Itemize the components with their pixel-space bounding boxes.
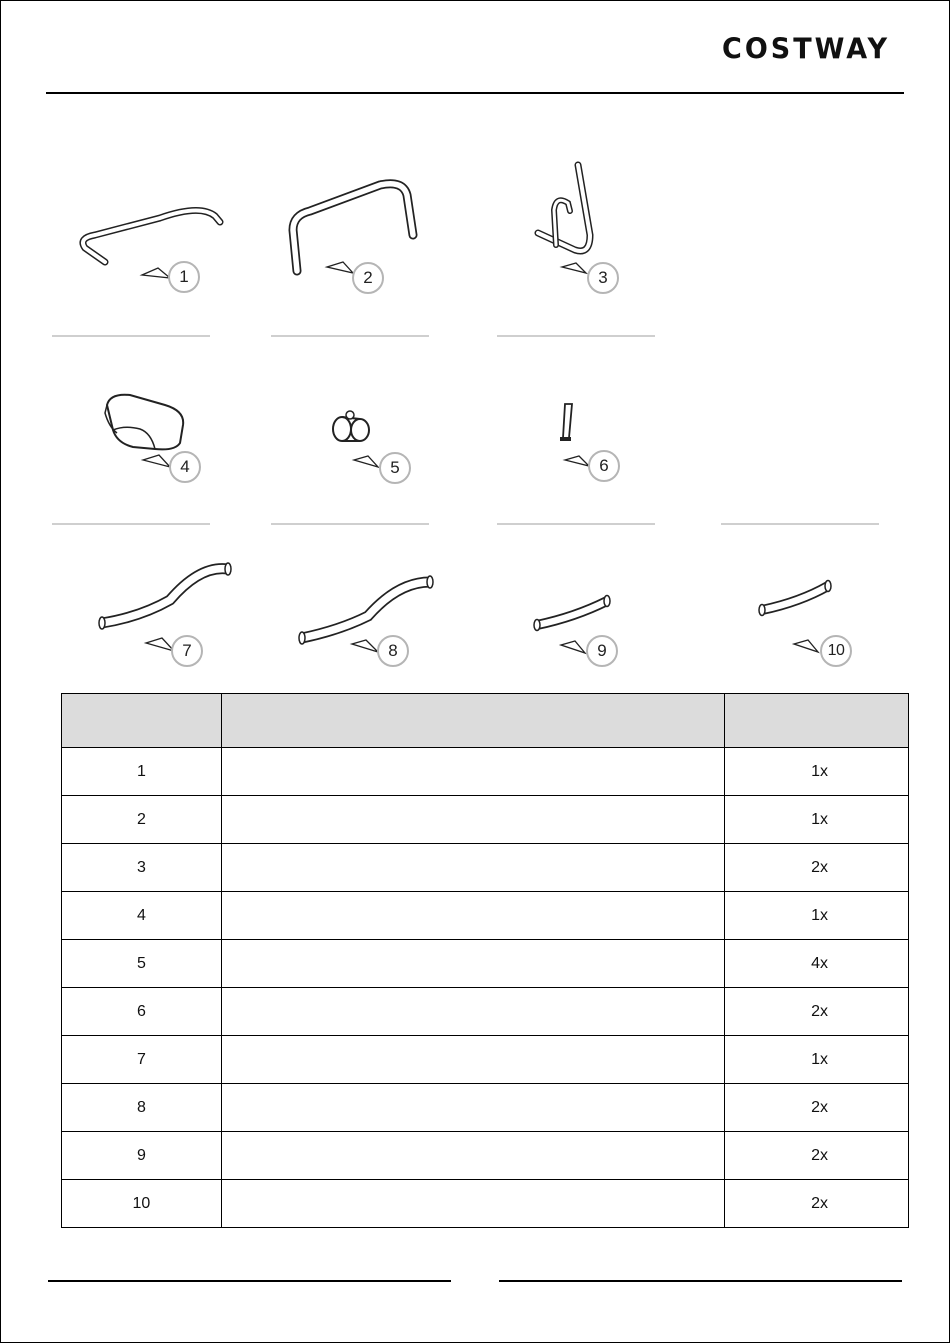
- qty-cell: [725, 1132, 909, 1180]
- part-no-cell: 10: [62, 1180, 222, 1228]
- description-cell: [221, 988, 724, 1036]
- description-cell: [221, 1084, 724, 1132]
- table-row: [62, 940, 909, 988]
- part-no-cell: 8: [62, 1084, 222, 1132]
- qty-value: 2x: [811, 858, 829, 876]
- separator: [271, 523, 429, 525]
- qty-cell: [725, 988, 909, 1036]
- description-cell: [221, 796, 724, 844]
- part-3-illustration: [520, 155, 640, 285]
- description-cell: [221, 1180, 724, 1228]
- header-description: [221, 694, 724, 748]
- header-part-no: [62, 694, 222, 748]
- footer-rule-left: [48, 1280, 451, 1282]
- qty-value: 2x: [811, 1146, 829, 1164]
- part-no-cell: 6: [62, 988, 222, 1036]
- separator: [721, 523, 879, 525]
- description-cell: [221, 844, 724, 892]
- tube-7-icon: [90, 555, 250, 665]
- part-no-cell: 4: [62, 892, 222, 940]
- footer-rule-right: [499, 1280, 902, 1282]
- part-number-badge: 3: [587, 262, 619, 294]
- description-cell: [221, 1132, 724, 1180]
- part-no-cell: 9: [62, 1132, 222, 1180]
- curved-bar-icon: [60, 180, 240, 300]
- hook-bar-icon: [520, 155, 640, 285]
- part-8-illustration: [290, 570, 450, 665]
- part-7-illustration: [90, 555, 250, 665]
- separator: [52, 523, 210, 525]
- part-no-cell: 1: [62, 748, 222, 796]
- part-no-cell: 3: [62, 844, 222, 892]
- table-row: [62, 1036, 909, 1084]
- qty-cell: [725, 796, 909, 844]
- header-rule: [46, 92, 904, 94]
- table-row: [62, 1084, 909, 1132]
- brand-logo: COSTWAY: [722, 33, 891, 66]
- qty-value: 1x: [811, 906, 829, 924]
- qty-cell: [725, 1036, 909, 1084]
- qty-value: 1x: [811, 1050, 829, 1068]
- qty-cell: [725, 1180, 909, 1228]
- separator: [497, 523, 655, 525]
- table-row: [62, 892, 909, 940]
- part-number-badge: 2: [352, 262, 384, 294]
- qty-cell: [725, 892, 909, 940]
- table-header-row: [62, 694, 909, 748]
- part-no-cell: 5: [62, 940, 222, 988]
- description-cell: [221, 940, 724, 988]
- separator: [497, 335, 655, 337]
- part-number-badge: 6: [588, 450, 620, 482]
- qty-value: 4x: [811, 954, 829, 972]
- part-number-badge: 8: [377, 635, 409, 667]
- qty-value: 2x: [811, 1098, 829, 1116]
- part-number-badge: 9: [586, 635, 618, 667]
- qty-value: 1x: [811, 762, 829, 780]
- separator: [52, 335, 210, 337]
- tube-8-icon: [290, 570, 450, 665]
- table-row: [62, 1132, 909, 1180]
- table-row: [62, 988, 909, 1036]
- part-1-illustration: [60, 180, 240, 300]
- parts-list-table: [61, 693, 909, 1228]
- qty-cell: [725, 940, 909, 988]
- part-number-badge: 1: [168, 261, 200, 293]
- qty-cell: [725, 748, 909, 796]
- qty-value: 1x: [811, 810, 829, 828]
- table-row: [62, 844, 909, 892]
- description-cell: [221, 892, 724, 940]
- table-row: [62, 748, 909, 796]
- qty-cell: [725, 1084, 909, 1132]
- description-cell: [221, 1036, 724, 1084]
- part-number-badge: 10: [820, 635, 852, 667]
- description-cell: [221, 748, 724, 796]
- part-number-badge: 5: [379, 452, 411, 484]
- table-row: [62, 1180, 909, 1228]
- part-number-badge: 4: [169, 451, 201, 483]
- separator: [271, 335, 429, 337]
- part-no-cell: 2: [62, 796, 222, 844]
- qty-value: 2x: [811, 1002, 829, 1020]
- part-no-cell: 7: [62, 1036, 222, 1084]
- qty-cell: [725, 844, 909, 892]
- qty-value: 2x: [811, 1194, 829, 1212]
- part-number-badge: 7: [171, 635, 203, 667]
- header-qty: [725, 694, 909, 748]
- table-row: [62, 796, 909, 844]
